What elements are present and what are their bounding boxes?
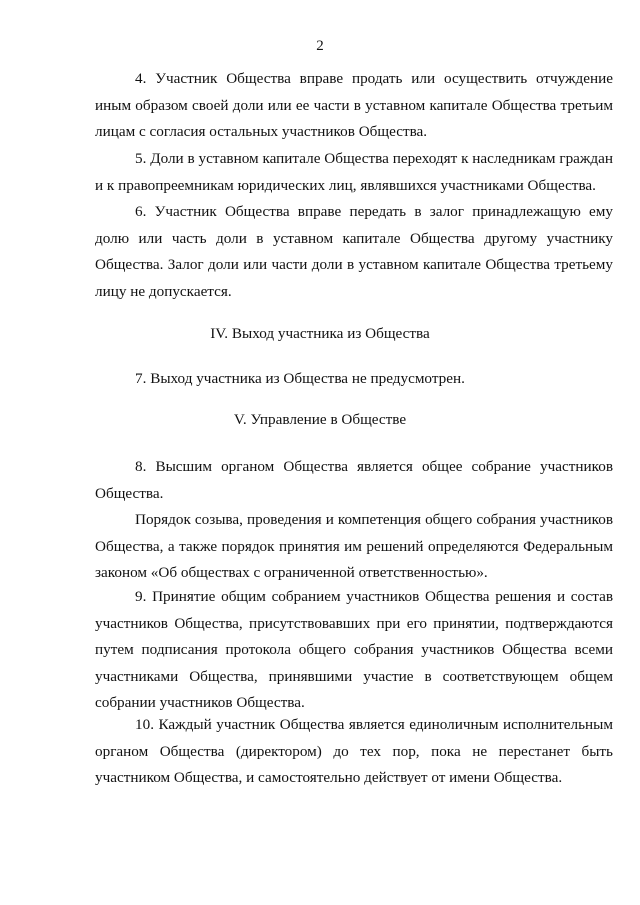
paragraph-4: 4. Участник Общества вправе продать или осуществить отчуждение иным образом своей доли или ее части в уставном капитале Общества третьим лицам с согласия остальных участников Общества. (95, 70, 613, 140)
paragraph-7: 7. Выход участника из Общества не предусмотрен. (135, 370, 465, 387)
paragraph-8: 8. Высшим органом Общества является общее собрание участников Общества. (95, 458, 613, 502)
paragraph-8-continued: Порядок созыва, проведения и компетенция общего собрания участников Общества, а также порядок принятия им решений определяются Федеральным законом «Об обществах с ограниченной ответственностью». (95, 511, 613, 581)
section-heading-5: V. Управление в Обществе (233, 411, 407, 428)
paragraph-9: 9. Принятие общим собранием участников Общества решения и состав участников Общества, присутствовавших при его принятии, подтверждаются путем подписания протокола общего собрания участников Общества всеми участниками Общества, принявшими участие в соответствующем общем собрании участников Общества. (95, 588, 613, 711)
page-number: 2 (316, 38, 324, 54)
paragraph-6: 6. Участник Общества вправе передать в залог принадлежащую ему долю или часть доли в уставном капитале Общества другому участнику Общества. Залог доли или части доли в уставном капитале Общества третьему лицу не допускается. (95, 203, 613, 300)
section-heading-4: IV. Выход участника из Общества (210, 325, 430, 342)
paragraph-5: 5. Доли в уставном капитале Общества переходят к наследникам граждан и к правопреемникам юридических лиц, являвшихся участниками Общества. (95, 150, 613, 194)
paragraph-10: 10. Каждый участник Общества является единоличным исполнительным органом Общества (директором) до тех пор, пока не перестанет быть участником Общества, и самостоятельно действует от имени Общества. (95, 716, 613, 786)
